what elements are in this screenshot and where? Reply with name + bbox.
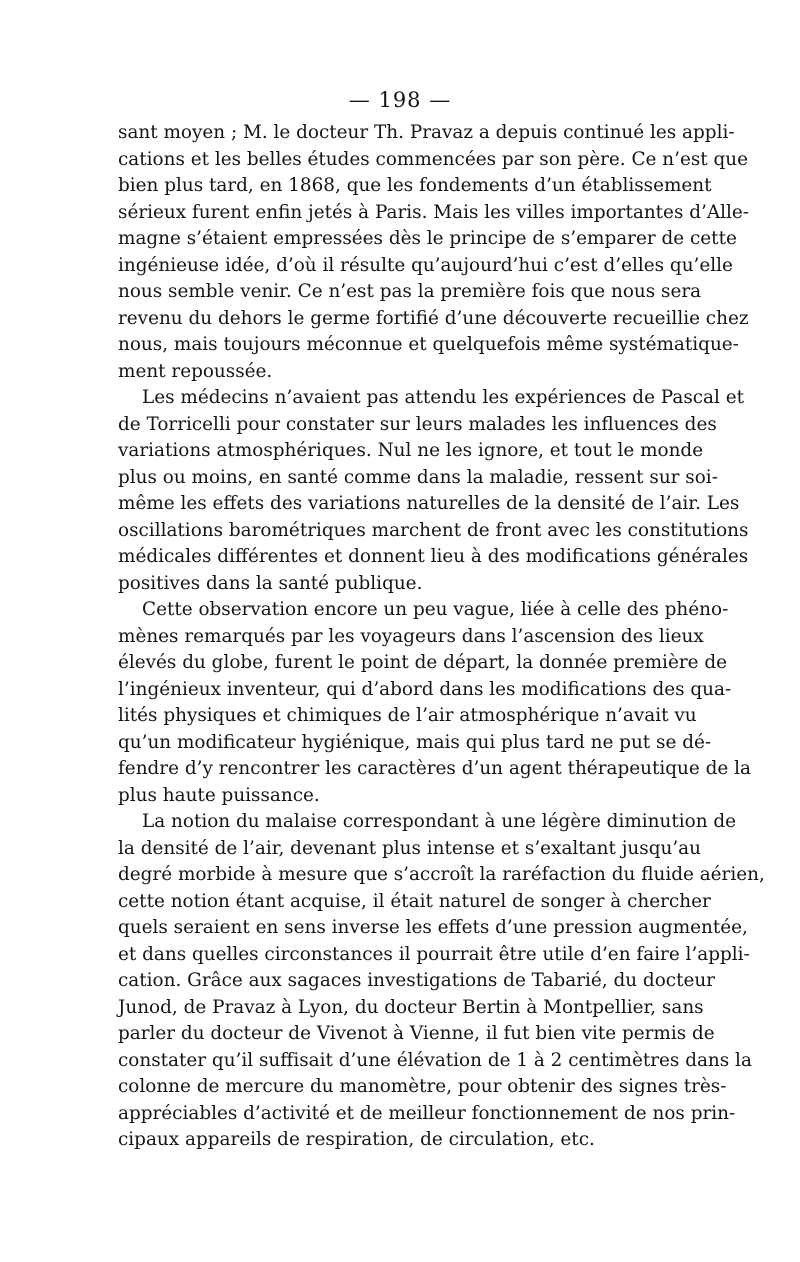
text-line: même les effets des variations naturelles de la densité de l’air. Les — [118, 493, 740, 514]
body-text — [118, 120, 765, 1154]
text-line: variations atmosphériques. Nul ne les ignore, et tout le monde — [118, 440, 704, 461]
text-line: appréciables d’activité et de meilleur fonctionnement de nos prin- — [118, 1102, 736, 1124]
text-line: ingénieuse idée, d’où il résulte qu’aujourd’hui c’est d’elles qu’elle — [118, 254, 733, 276]
text-line: degré morbide à mesure que s’accroît la raréfaction du fluide aérien, — [118, 864, 765, 885]
text-line: magne s’étaient empressées dès le principe de s’emparer de cette — [118, 228, 737, 249]
text-line: mènes remarqués par les voyageurs dans l’ascension des lieux — [118, 625, 704, 647]
text-line: parler du docteur de Vivenot à Vienne, il fut bien vite permis de — [118, 1023, 715, 1044]
text-line: colonne de mercure du manomètre, pour obtenir des signes très- — [118, 1076, 727, 1097]
page-number: — 198 — — [348, 88, 452, 112]
text-line: Les médecins n’avaient pas attendu les expériences de Pascal et — [142, 387, 745, 408]
text-line: cipaux appareils de respiration, de circulation, etc. — [118, 1129, 595, 1150]
text-line: quels seraient en sens inverse les effets d’une pression augmentée, — [118, 917, 748, 938]
text-line: l’ingénieux inventeur, qui d’abord dans les modifications des qua- — [118, 678, 732, 700]
text-line: sérieux furent enfin jetés à Paris. Mais les villes importantes d’Alle- — [118, 201, 749, 223]
text-line: et dans quelles circonstances il pourrait être utile d’en faire l’appli- — [118, 943, 750, 965]
text-line: élevés du globe, furent le point de départ, la donnée première de — [118, 652, 728, 673]
text-line: revenu du dehors le germe fortifié d’une découverte recueillie chez — [118, 307, 749, 329]
text-line: fendre d’y rencontrer les caractères d’un agent thérapeutique de la — [118, 758, 751, 779]
text-line: Junod, de Pravaz à Lyon, du docteur Bertin à Montpellier, sans — [118, 996, 704, 1018]
text-line: plus ou moins, en santé comme dans la maladie, ressent sur soi- — [118, 466, 718, 488]
text-line: de Torricelli pour constater sur leurs malades les influences des — [118, 413, 717, 435]
text-line: cation. Grâce aux sagaces investigations de Tabarié, du docteur — [118, 970, 715, 991]
text-line: nous, mais toujours méconnue et quelquefois même systématique- — [118, 334, 739, 355]
text-line: médicales différentes et donnent lieu à des modifications générales — [118, 546, 749, 567]
text-line: sant moyen ; M. le docteur Th. Pravaz a depuis continué les appli- — [118, 122, 735, 143]
text-line: ment repoussée. — [118, 360, 273, 382]
text-line: constater qu’il suffisait d’une élévation de 1 à 2 centimètres dans la — [118, 1049, 752, 1071]
text-line: qu’un modificateur hygiénique, mais qui plus tard ne put se dé- — [118, 731, 712, 753]
text-line: positives dans la santé publique. — [118, 572, 423, 594]
text-line: la densité de l’air, devenant plus intense et s’exaltant jusqu’au — [118, 837, 701, 859]
text-line: La notion du malaise correspondant à une légère diminution de — [142, 811, 737, 832]
text-line: oscillations barométriques marchent de front avec les constitutions — [118, 519, 749, 541]
text-line: cette notion étant acquise, il était naturel de songer à chercher — [118, 890, 711, 912]
text-line: bien plus tard, en 1868, que les fondements d’un établissement — [118, 175, 712, 196]
text-line: plus haute puissance. — [118, 784, 320, 806]
text-line: Cette observation encore un peu vague, liée à celle des phéno- — [142, 599, 729, 620]
text-line: cations et les belles études commencées par son père. Ce n’est que — [118, 148, 749, 170]
text-line: lités physiques et chimiques de l’air atmosphérique n’avait vu — [118, 705, 697, 726]
text-line: nous semble venir. Ce n’est pas la première fois que nous sera — [118, 281, 702, 302]
